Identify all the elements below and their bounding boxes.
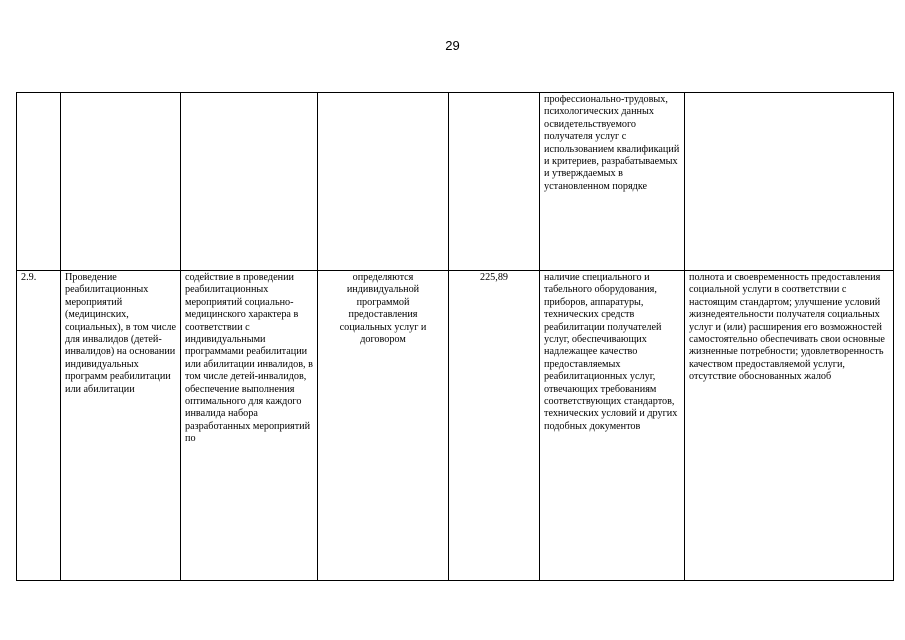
cell-evaluation: полнота и своевременность предоставления социальной услуги в соответствии с настоящим стандартом; улучшение условий жизнедеятельности получателя социальных услуг и (или) расширения его возможностей самостоятельно обеспечивать свои основные жизненные потребности; удовлетворенность качеством предоставляемой услуги, отсутствие обоснованных жалоб (685, 271, 894, 581)
services-table (16, 92, 894, 581)
table-row (17, 93, 894, 271)
cell-service-description (181, 93, 318, 271)
cell-quality-standards: наличие специального и табельного оборудования, приборов, аппаратуры, технических средств реабилитации получателей услуг, обеспечивающих надлежащее качество предоставляемых реабилитационных услуг, отвечающих требованиям соответствующих стандартов, технических условий и других подобных документов (540, 271, 685, 581)
table-row (17, 271, 894, 581)
page-number: 29 (445, 38, 460, 53)
cell-service-name: Проведение реабилитационных мероприятий (медицинских, социальных), в том числе для инвалидов (детей-инвалидов) на основании индивидуальных программ реабилитации или абилитации (61, 271, 181, 581)
cell-conditions: определяются индивидуальной программой предоставления социальных услуг и договором (318, 271, 449, 581)
cell-quality-standards: профессионально-трудовых, психологических данных освидетельствуемого получателя услуг с использованием квалификаций и критериев, разрабатываемых и утверждаемых в установленном порядке (540, 93, 685, 271)
cell-conditions (318, 93, 449, 271)
cell-number (17, 93, 61, 271)
cell-service-name (61, 93, 181, 271)
cell-service-description: содействие в проведении реабилитационных мероприятий социально-медицинского характера в соответствии с индивидуальными программами реабилитации или абилитации инвалидов, в том числе детей-инвалидов, обеспечение выполнения оптимального для каждого инвалида набора разработанных мероприятий по (181, 271, 318, 581)
cell-number: 2.9. (17, 271, 61, 581)
cell-evaluation (685, 93, 894, 271)
cell-tariff (449, 93, 540, 271)
cell-tariff: 225,89 (449, 271, 540, 581)
